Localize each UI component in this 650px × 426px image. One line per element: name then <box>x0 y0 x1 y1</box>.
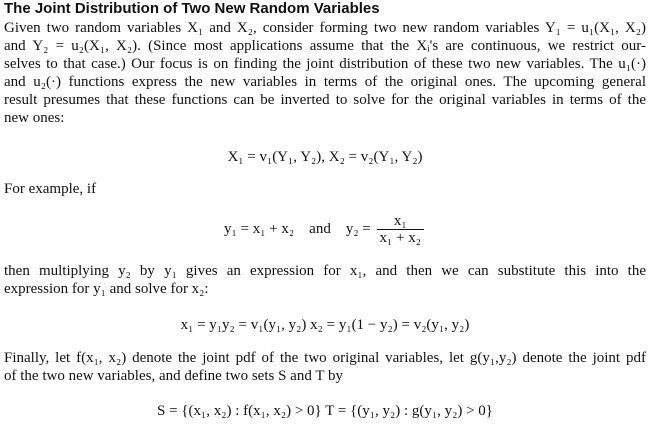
then-line: expression for y₁ and solve for x₂: <box>4 281 209 297</box>
final-line: Finally, let f(x₁, x₂) denote the joint pdf of the two original variables, let g(y₁,y₂) denote the joint pdf <box>4 350 646 366</box>
intro-line: and u₂(·) functions express the new variables in terms of the original ones. The upcoming general <box>4 74 646 90</box>
example-eq-right-lhs: y₂ = <box>345 221 371 237</box>
then-line: then multiplying y₂ by y₁ gives an expression for x₁, and then we can substitute this into the <box>4 263 646 279</box>
then-paragraph <box>4 262 646 298</box>
solve-equation: x₁ = y₁y₂ = v₁(y₁, y₂) x₂ = y₁(1 − y₂) = v₂(y₁, y₂) <box>180 317 470 333</box>
final-paragraph <box>4 349 646 385</box>
intro-line: and Y₂ = u₂(X₁, X₂). (Since most applications assume that the Xᵢ's are continuous, we restrict our- <box>4 38 646 54</box>
sets-equation: S = {(x₁, x₂) : f(x₁, x₂) > 0} T = {(y₁, y₂) : g(y₁, y₂) > 0} <box>157 403 493 419</box>
example-equation <box>0 212 650 246</box>
intro-line: result presumes that these functions can be inverted to solve for the original variables in terms of the <box>4 92 646 108</box>
intro-paragraph <box>4 19 646 127</box>
fraction-denominator: x₁ + x₂ <box>379 230 421 247</box>
inverse-equation: X₁ = v₁(Y₁, Y₂), X₂ = v₂(Y₁, Y₂) <box>227 149 423 165</box>
intro-line: selves to that case.) Our focus is on finding the joint distribution of these two new variables. The u₁(·) <box>4 56 646 72</box>
example-fraction <box>377 213 424 246</box>
example-intro-text: For example, if <box>4 181 97 197</box>
final-line: of the two new variables, and define two sets S and T by <box>4 368 343 384</box>
intro-line: Given two random variables X₁ and X₂, consider forming two new random variables Y₁ = u₁(X₁, X₂) <box>4 20 646 36</box>
example-intro <box>4 180 646 198</box>
example-eq-left: y₁ = x₁ + x₂ <box>224 221 295 237</box>
example-eq-and: and <box>309 221 331 237</box>
fraction-numerator: x₁ <box>377 213 424 230</box>
intro-line: new ones: <box>4 110 65 126</box>
section-heading: The Joint Distribution of Two New Random Variables <box>4 0 380 17</box>
